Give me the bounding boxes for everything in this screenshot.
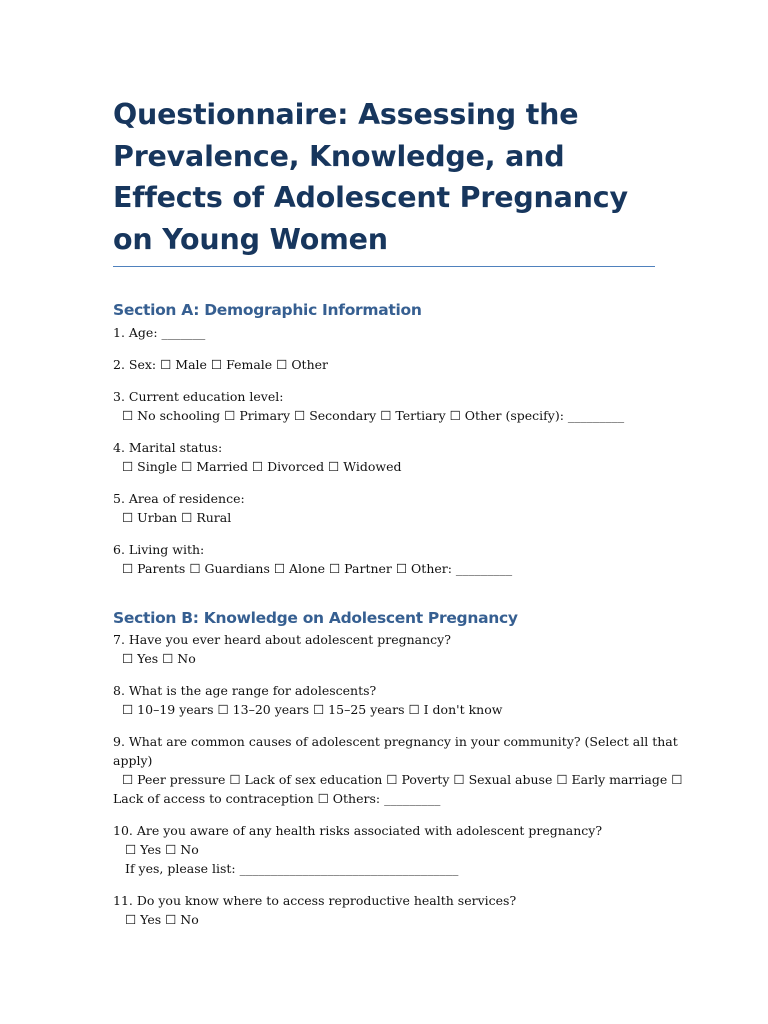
question-4 [113,438,673,476]
question-10-followup: If yes, please list: ___________________________________ [125,861,459,876]
question-9-label-line2: apply) [113,753,153,768]
question-6 [113,540,673,578]
question-9-label-line1: 9. What are common causes of adolescent pregnancy in your community? (Select all that [113,734,678,749]
section-a-heading: Section A: Demographic Information [113,301,422,319]
document-title: Questionnaire: Assessing the Prevalence, Knowledge, and Effects of Adolescent Pregnancy on Young Women [113,94,655,267]
question-11-label: 11. Do you know where to access reproductive health services? [113,893,517,908]
question-9 [113,732,683,808]
question-3-label: 3. Current education level: [113,389,284,404]
question-6-options: ☐ Parents ☐ Guardians ☐ Alone ☐ Partner ☐ Other: _________ [122,561,513,576]
question-8 [113,681,673,719]
question-8-options: ☐ 10–19 years ☐ 13–20 years ☐ 15–25 years ☐ I don't know [122,702,503,717]
question-8-label: 8. What is the age range for adolescents? [113,683,377,698]
question-1-text: 1. Age: _______ [113,325,206,340]
question-9-options-line1: ☐ Peer pressure ☐ Lack of sex education ☐ Poverty ☐ Sexual abuse ☐ Early marriage ☐ [122,772,683,787]
question-10-options: ☐ Yes ☐ No [125,842,199,857]
question-4-label: 4. Marital status: [113,440,223,455]
question-6-label: 6. Living with: [113,542,205,557]
question-1 [113,323,673,342]
question-7-options: ☐ Yes ☐ No [122,651,196,666]
question-2 [113,355,673,374]
question-2-text: 2. Sex: ☐ Male ☐ Female ☐ Other [113,357,329,372]
question-4-options: ☐ Single ☐ Married ☐ Divorced ☐ Widowed [122,459,402,474]
question-5-options: ☐ Urban ☐ Rural [122,510,232,525]
question-11 [113,891,673,929]
question-5-label: 5. Area of residence: [113,491,245,506]
question-9-options-line2: Lack of access to contraception ☐ Others: _________ [113,791,441,806]
question-10-label: 10. Are you aware of any health risks associated with adolescent pregnancy? [113,823,603,838]
section-b-heading: Section B: Knowledge on Adolescent Pregnancy [113,609,518,627]
question-3 [113,387,673,425]
question-7 [113,630,673,668]
question-5 [113,489,673,527]
question-3-options: ☐ No schooling ☐ Primary ☐ Secondary ☐ Tertiary ☐ Other (specify): _________ [122,408,625,423]
question-7-label: 7. Have you ever heard about adolescent pregnancy? [113,632,451,647]
document-page [113,94,683,929]
question-10 [113,821,673,878]
question-11-options: ☐ Yes ☐ No [125,912,199,927]
